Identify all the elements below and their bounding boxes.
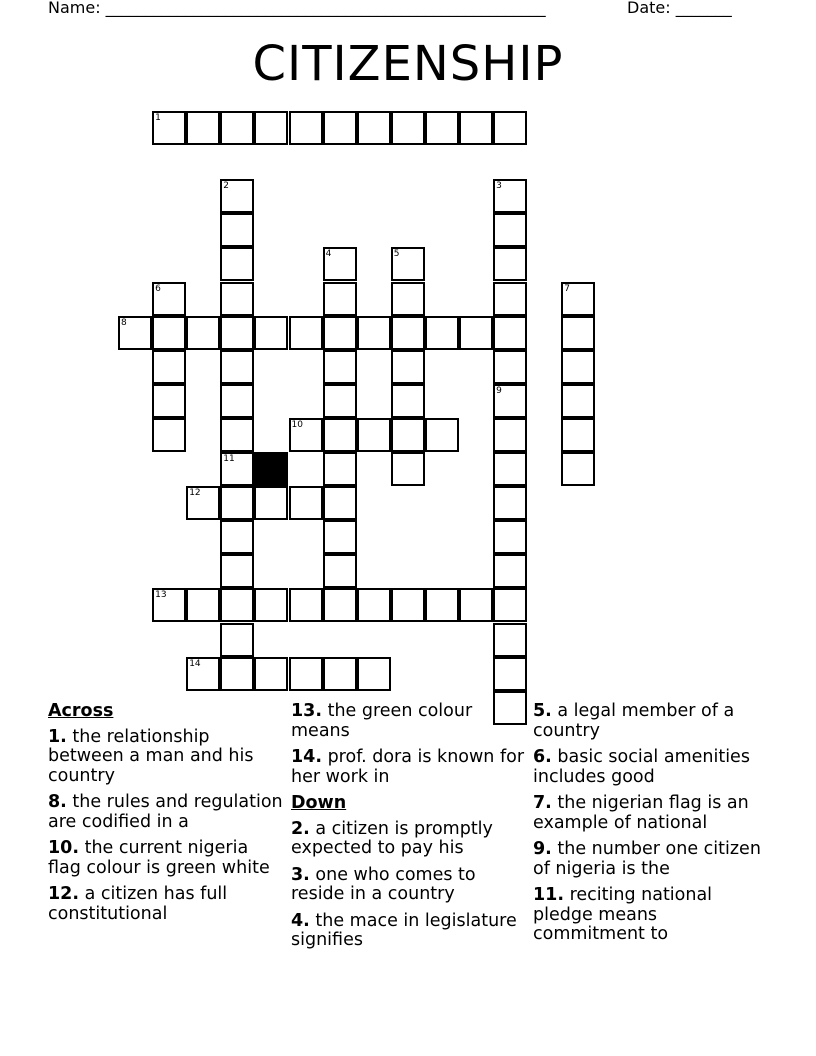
grid-cell[interactable] xyxy=(186,486,220,520)
grid-cell[interactable] xyxy=(289,111,323,145)
grid-cell[interactable] xyxy=(323,282,357,316)
grid-cell[interactable] xyxy=(561,350,595,384)
grid-cell[interactable] xyxy=(425,418,459,452)
grid-cell[interactable] xyxy=(493,350,527,384)
grid-cell[interactable] xyxy=(186,657,220,691)
clue-item-text: prof. dora is known for her work in xyxy=(291,747,525,787)
clue-item xyxy=(48,885,286,924)
grid-cell[interactable] xyxy=(289,657,323,691)
grid-cell[interactable] xyxy=(152,588,186,622)
clue-item-number: 1. xyxy=(48,726,67,747)
grid-cell[interactable] xyxy=(323,350,357,384)
grid-cell[interactable] xyxy=(357,588,391,622)
grid-cell[interactable] xyxy=(425,588,459,622)
grid-cell[interactable] xyxy=(220,247,254,281)
grid-cell[interactable] xyxy=(254,486,288,520)
grid-cell[interactable] xyxy=(152,111,186,145)
grid-cell[interactable] xyxy=(323,486,357,520)
grid-cell[interactable] xyxy=(220,213,254,247)
clue-number: 9 xyxy=(496,385,502,396)
clue-item-text: the number one citizen of nigeria is the xyxy=(533,839,761,879)
grid-cell[interactable] xyxy=(425,316,459,350)
grid-cell[interactable] xyxy=(289,316,323,350)
clue-number: 8 xyxy=(121,317,127,328)
grid-cell[interactable] xyxy=(493,384,527,418)
clue-item xyxy=(533,840,771,879)
clue-item-number: 12. xyxy=(48,884,80,904)
grid-cell[interactable] xyxy=(323,384,357,418)
grid-cell[interactable] xyxy=(391,384,425,418)
grid-cell[interactable] xyxy=(493,623,527,657)
grid-cell[interactable] xyxy=(357,316,391,350)
grid-cell[interactable] xyxy=(289,588,323,622)
grid-cell[interactable] xyxy=(186,316,220,350)
clue-item xyxy=(533,886,771,945)
clue-number: 14 xyxy=(189,658,201,669)
clue-number: 13 xyxy=(155,590,167,601)
grid-cell[interactable] xyxy=(493,418,527,452)
grid-cell[interactable] xyxy=(220,418,254,452)
clue-item-text: the nigerian flag is an example of national xyxy=(533,793,749,833)
clue-column-1 xyxy=(48,702,286,931)
section-heading: Down xyxy=(291,793,347,813)
grid-cell[interactable] xyxy=(152,316,186,350)
clue-item-number: 2. xyxy=(291,818,310,839)
clue-item-text: basic social amenities includes good xyxy=(533,747,750,787)
grid-cell[interactable] xyxy=(357,657,391,691)
grid-cell[interactable] xyxy=(220,350,254,384)
grid-cell[interactable] xyxy=(220,282,254,316)
grid-cell[interactable] xyxy=(459,111,493,145)
page-title: CITIZENSHIP xyxy=(252,36,564,92)
grid-cell[interactable] xyxy=(493,111,527,145)
grid-cell[interactable] xyxy=(493,486,527,520)
clue-item-text: the mace in legislature signifies xyxy=(291,910,517,950)
grid-cell[interactable] xyxy=(289,418,323,452)
clue-item-number: 3. xyxy=(291,864,310,885)
grid-cell[interactable] xyxy=(459,316,493,350)
grid-cell[interactable] xyxy=(220,179,254,213)
grid-cell[interactable] xyxy=(323,452,357,486)
clue-number: 4 xyxy=(325,249,332,260)
grid-cell[interactable] xyxy=(220,623,254,657)
grid-cell[interactable] xyxy=(391,111,425,145)
clue-item-number: 4. xyxy=(291,910,310,931)
clue-item-number: 5. xyxy=(533,701,552,721)
clue-item-text: the rules and regulation are codified in a xyxy=(48,792,283,832)
clue-item xyxy=(48,839,286,878)
grid-cell[interactable] xyxy=(391,282,425,316)
grid-cell[interactable] xyxy=(459,588,493,622)
clue-item xyxy=(291,912,529,951)
grid-cell[interactable] xyxy=(220,657,254,691)
grid-cell[interactable] xyxy=(220,520,254,554)
clue-item xyxy=(291,866,529,905)
grid-cell[interactable] xyxy=(561,384,595,418)
clue-item-number: 7. xyxy=(533,793,552,813)
grid-cell[interactable] xyxy=(357,418,391,452)
clue-item-number: 6. xyxy=(533,747,552,767)
clue-item xyxy=(291,748,529,787)
name-line: Name: _______________________________________________________ xyxy=(48,0,546,17)
clue-item-text: reciting national pledge means commitment to xyxy=(533,885,713,944)
clue-number: 10 xyxy=(291,419,303,430)
black-cell xyxy=(254,452,288,486)
clue-number: 6 xyxy=(155,283,161,294)
grid-cell[interactable] xyxy=(493,282,527,316)
grid-cell[interactable] xyxy=(493,554,527,588)
clue-number: 2 xyxy=(223,181,230,192)
grid-cell[interactable] xyxy=(220,554,254,588)
grid-cell[interactable] xyxy=(493,179,527,213)
grid-cell[interactable] xyxy=(561,282,595,316)
clue-item-number: 11. xyxy=(533,885,565,905)
clue-item-text: the green colour means xyxy=(291,701,473,741)
grid-cell[interactable] xyxy=(493,657,527,691)
grid-cell[interactable] xyxy=(186,588,220,622)
clue-column-2 xyxy=(291,702,529,958)
clue-item-text: one who comes to reside in a country xyxy=(291,864,476,904)
date-line: Date: _______ xyxy=(627,0,732,17)
clue-item xyxy=(291,702,529,741)
grid-cell[interactable] xyxy=(254,316,288,350)
grid-cell[interactable] xyxy=(323,657,357,691)
grid-cell[interactable] xyxy=(391,452,425,486)
grid-cell[interactable] xyxy=(152,384,186,418)
grid-cell[interactable] xyxy=(493,247,527,281)
grid-cell[interactable] xyxy=(323,418,357,452)
clue-item-text: a citizen is promptly expected to pay his xyxy=(291,818,493,858)
clue-item xyxy=(291,820,529,859)
grid-cell[interactable] xyxy=(289,486,323,520)
grid-cell[interactable] xyxy=(391,588,425,622)
grid-cell[interactable] xyxy=(186,111,220,145)
grid-cell[interactable] xyxy=(391,247,425,281)
grid-cell[interactable] xyxy=(493,588,527,622)
clue-item xyxy=(533,748,771,787)
grid-cell[interactable] xyxy=(220,316,254,350)
clue-number: 11 xyxy=(223,454,235,464)
clue-item-text: a legal member of a country xyxy=(533,701,735,741)
grid-cell[interactable] xyxy=(220,384,254,418)
clue-item-number: 10. xyxy=(48,838,80,858)
grid-cell[interactable] xyxy=(561,418,595,452)
grid-cell[interactable] xyxy=(561,316,595,350)
grid-cell[interactable] xyxy=(220,486,254,520)
clue-number: 5 xyxy=(393,249,400,260)
clue-number: 3 xyxy=(496,181,502,192)
grid-cell[interactable] xyxy=(254,588,288,622)
grid-cell[interactable] xyxy=(391,350,425,384)
clue-item xyxy=(48,728,286,787)
clue-item-text: the relationship between a man and his country xyxy=(48,726,254,786)
clue-number: 1 xyxy=(155,113,161,123)
grid-cell[interactable] xyxy=(220,452,254,486)
clue-column-3 xyxy=(533,702,771,952)
clue-item xyxy=(533,794,771,833)
grid-cell[interactable] xyxy=(152,350,186,384)
grid-cell[interactable] xyxy=(254,657,288,691)
grid-cell[interactable] xyxy=(152,418,186,452)
clue-item-text: a citizen has full constitutional xyxy=(48,884,228,924)
section-heading: Across xyxy=(48,701,114,721)
grid-cell[interactable] xyxy=(323,247,357,281)
clue-item-text: the current nigeria flag colour is green white xyxy=(48,838,270,878)
grid-cell[interactable] xyxy=(323,554,357,588)
grid-cell[interactable] xyxy=(391,316,425,350)
grid-cell[interactable] xyxy=(493,520,527,554)
clue-item-number: 9. xyxy=(533,839,552,859)
clue-item xyxy=(48,793,286,832)
grid-cell[interactable] xyxy=(220,588,254,622)
grid-cell[interactable] xyxy=(323,111,357,145)
grid-cell[interactable] xyxy=(118,316,152,350)
grid-cell[interactable] xyxy=(220,111,254,145)
grid-cell[interactable] xyxy=(493,316,527,350)
grid-cell[interactable] xyxy=(152,282,186,316)
grid-cell[interactable] xyxy=(561,452,595,486)
clue-item-number: 13. xyxy=(291,701,323,721)
clue-item xyxy=(533,702,771,741)
grid-cell[interactable] xyxy=(425,111,459,145)
clue-item-number: 14. xyxy=(291,747,323,767)
clue-item-number: 8. xyxy=(48,792,67,812)
grid-cell[interactable] xyxy=(323,316,357,350)
grid-cell[interactable] xyxy=(323,520,357,554)
clue-number: 12 xyxy=(189,488,201,499)
grid-cell[interactable] xyxy=(323,588,357,622)
clue-number: 7 xyxy=(564,283,571,294)
grid-cell[interactable] xyxy=(493,452,527,486)
grid-cell[interactable] xyxy=(357,111,391,145)
grid-cell[interactable] xyxy=(493,213,527,247)
grid-cell[interactable] xyxy=(391,418,425,452)
grid-cell[interactable] xyxy=(254,111,288,145)
